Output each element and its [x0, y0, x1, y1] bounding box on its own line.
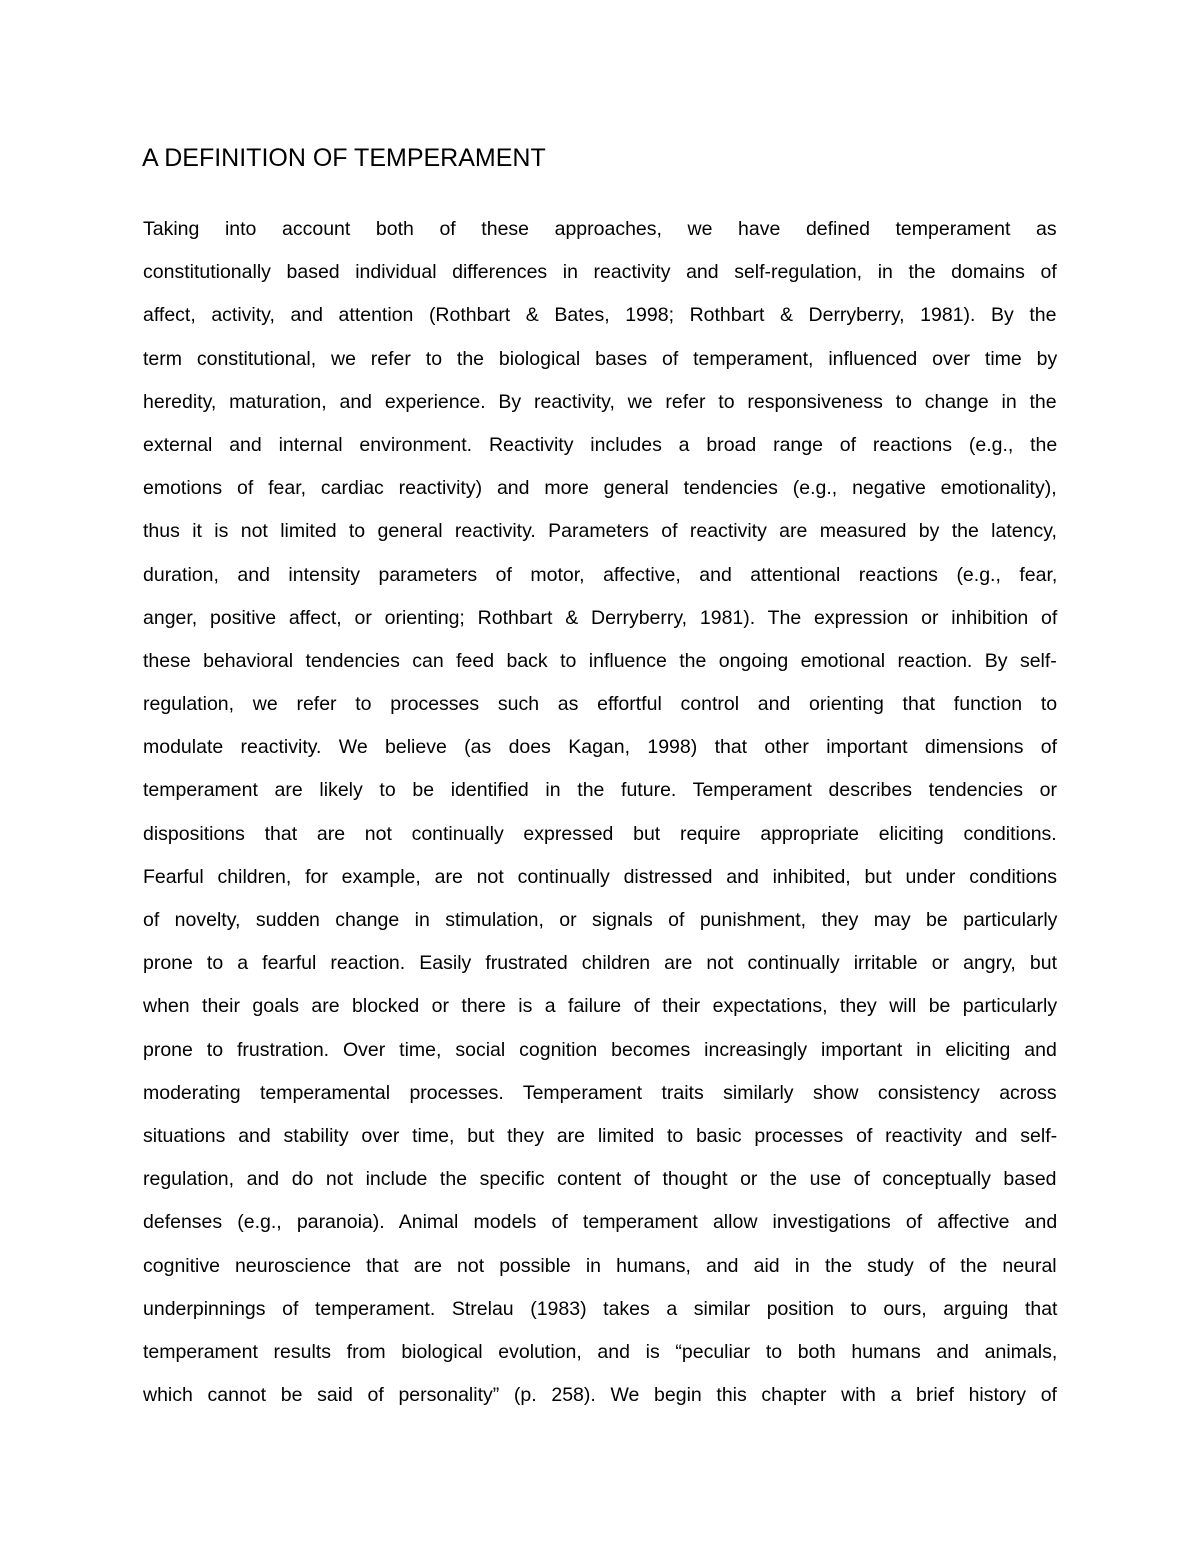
paragraph-line: duration, and intensity parameters of motor, affective, and attentional reactions (e.g., fear, [143, 563, 1058, 586]
paragraph-line: cognitive neuroscience that are not possible in humans, and aid in the study of the neural [143, 1254, 1057, 1277]
paragraph-line: external and internal environment. Reactivity includes a broad range of reactions (e.g., the [143, 433, 1058, 456]
paragraph-line: affect, activity, and attention (Rothbart & Bates, 1998; Rothbart & Derryberry, 1981). By the [143, 304, 1057, 327]
paragraph-line: Taking into account both of these approaches, we have defined temperament as [143, 218, 1057, 240]
paragraph-line: term constitutional, we refer to the biological bases of temperament, influenced over time by [143, 347, 1058, 370]
paragraph-line: modulate reactivity. We believe (as does Kagan, 1998) that other important dimensions of [143, 736, 1058, 759]
paragraph-line: situations and stability over time, but they are limited to basic processes of reactivity and self- [143, 1124, 1058, 1147]
paragraph-line: moderating temperamental processes. Temperament traits similarly show consistency across [143, 1081, 1057, 1104]
paragraph-line: defenses (e.g., paranoia). Animal models of temperament allow investigations of affective and [143, 1211, 1058, 1234]
paragraph-line: heredity, maturation, and experience. By reactivity, we refer to responsiveness to change in the [143, 390, 1057, 413]
paragraph-line: prone to frustration. Over time, social cognition becomes increasingly important in eliciting and [143, 1038, 1057, 1061]
paragraph-line: underpinnings of temperament. Strelau (1983) takes a similar position to ours, arguing that [143, 1297, 1058, 1320]
paragraph-line: dispositions that are not continually expressed but require appropriate eliciting conditions. [143, 822, 1057, 845]
paragraph-line: Fearful children, for example, are not continually distressed and inhibited, but under conditions [143, 865, 1058, 888]
paragraph-line: which cannot be said of personality” (p. 258). We begin this chapter with a brief history of [143, 1384, 1057, 1407]
paragraph-line: regulation, we refer to processes such as effortful control and orienting that function to [143, 693, 1058, 716]
paragraph-line: of novelty, sudden change in stimulation, or signals of punishment, they may be particularly [143, 909, 1058, 931]
paragraph-line: constitutionally based individual differences in reactivity and self-regulation, in the domains of [143, 261, 1057, 284]
section-heading: A DEFINITION OF TEMPERAMENT [142, 144, 546, 172]
body-paragraph [143, 208, 1057, 1417]
paragraph-line: temperament are likely to be identified in the future. Temperament describes tendencies or [143, 779, 1057, 802]
paragraph-line: prone to a fearful reaction. Easily frustrated children are not continually irritable or angry, but [143, 952, 1058, 975]
paragraph-line: when their goals are blocked or there is a failure of their expectations, they will be particularly [143, 995, 1058, 1018]
paragraph-line: emotions of fear, cardiac reactivity) and more general tendencies (e.g., negative emotionality), [143, 477, 1057, 500]
paragraph-line: anger, positive affect, or orienting; Rothbart & Derryberry, 1981). The expression or inhibition of [143, 606, 1058, 629]
paragraph-line: these behavioral tendencies can feed back to influence the ongoing emotional reaction. By self- [143, 649, 1057, 672]
paragraph-line: temperament results from biological evolution, and is “peculiar to both humans and animals, [143, 1340, 1058, 1363]
paragraph-line: regulation, and do not include the specific content of thought or the use of conceptually based [143, 1168, 1057, 1191]
paragraph-line: thus it is not limited to general reactivity. Parameters of reactivity are measured by the latency, [143, 520, 1057, 543]
